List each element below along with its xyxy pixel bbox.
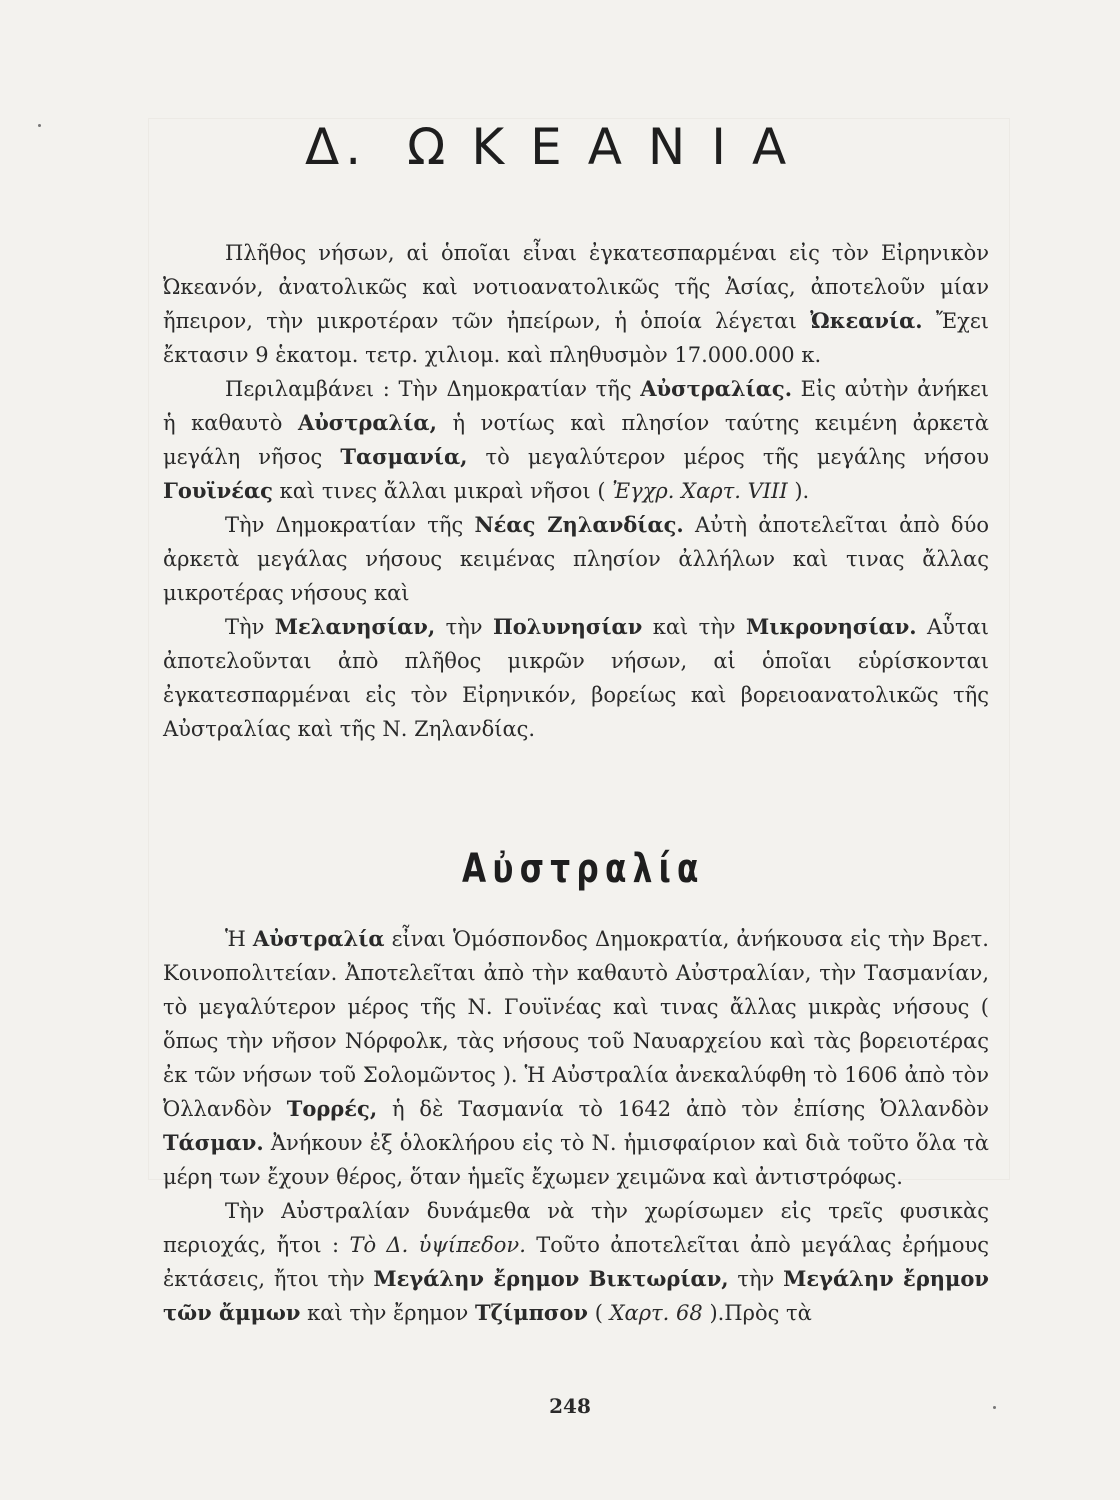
term-australia: Αὐστραλία, (297, 410, 437, 435)
text-run: καὶ τὴν ἔρημον (307, 1301, 469, 1325)
australia-section (163, 922, 989, 1330)
region-west-plateau: Τὸ Δ. ὑψίπεδον. (349, 1233, 526, 1257)
chapter-word: ΩΚΕΑΝΙΑ (407, 118, 813, 176)
speck (38, 124, 41, 127)
chapter-title (305, 118, 865, 176)
intro-paragraph-2 (163, 372, 989, 508)
text-run: ἡ νοτίως καὶ πλησίον ταύτης κειμένη ἀρκετὰ μεγάλη νῆσος (163, 411, 989, 469)
term-guinea: Γουϊνέας (163, 478, 273, 503)
map-reference: Ἐγχρ. Χαρτ. VIII (612, 479, 788, 503)
term-victoria-desert: Μεγάλην ἔρημον Βικτωρίαν, (373, 1266, 729, 1291)
text-run: Τὴν (225, 615, 265, 639)
page-number: 248 (549, 1394, 591, 1418)
term-polynesia: Πολυνησίαν (492, 614, 643, 639)
australia-paragraph-1 (163, 922, 989, 1194)
text-run: Περιλαμβάνει : Τὴν Δημοκρατίαν τῆς (225, 377, 632, 401)
text-run: ).Πρὸς τὰ (709, 1301, 812, 1325)
text-run: τὸ μεγαλύτερον μέρος τῆς μεγάλης νήσου (485, 445, 989, 469)
oceania-term: Ὠκεανία. (810, 308, 923, 333)
australia-paragraph-2 (163, 1194, 989, 1330)
speck (993, 1406, 996, 1409)
intro-paragraph-4 (163, 610, 989, 746)
section-title: Αὐστραλία (462, 846, 705, 892)
term-new-zealand: Νέας Ζηλανδίας. (474, 512, 684, 537)
text-run: Ἡ (225, 927, 246, 951)
text-run: Ἀνήκουν ἐξ ὁλοκλήρου εἰς τὸ Ν. ἡμισφαίριον καὶ διὰ τοῦτο ὅλα τὰ μέρη των ἔχουν θέρος, ὅταν ἡμεῖς ἔχωμεν χειμῶνα καὶ ἀντιστρόφως. (163, 1131, 989, 1189)
term-sandy-desert: Μεγάλην ἔρημον τῶν ἄμμων (163, 1266, 989, 1325)
map-reference: Χαρτ. 68 (609, 1301, 703, 1325)
text-run: Αὗται ἀποτελοῦνται ἀπὸ πλῆθος μικρῶν νήσων, αἱ ὁποῖαι εὑρίσκονται ἐγκατεσπαρμέναι εἰς τὸν Εἰρηνικόν, βορείως καὶ βορειοανατολικῶς τῆς Αὐστραλίας καὶ τῆς Ν. Ζηλανδίας. (163, 615, 989, 741)
text-run: Ἔχει ἔκτασιν 9 ἑκατομ. τετρ. χιλιομ. καὶ πληθυσμὸν 17.000.000 κ. (163, 309, 989, 367)
text-run: τὴν (445, 615, 483, 639)
intro-paragraph-1 (163, 236, 989, 372)
chapter-prefix: Δ. (305, 118, 368, 176)
text-run: Τὴν Αὐστραλίαν δυνάμεθα νὰ τὴν χωρίσωμεν εἰς τρεῖς φυσικὰς περιοχάς, ἤτοι : (163, 1199, 989, 1257)
intro-section (163, 236, 989, 746)
text-run: ). (794, 479, 810, 503)
text-run: Εἰς αὐτὴν ἀνήκει ἡ καθαυτὸ (163, 377, 989, 435)
term-tasmania: Τασμανία, (340, 444, 468, 469)
term-gibson: Τζίμπσον (474, 1300, 588, 1325)
term-melanesia: Μελανησίαν, (274, 614, 436, 639)
term-australia: Αὐστραλία (252, 926, 385, 951)
text-run: καὶ τινες ἄλλαι μικραὶ νῆσοι ( (279, 479, 606, 503)
text-run: Τὴν Δημοκρατίαν τῆς (225, 513, 464, 537)
term-australias: Αὐστραλίας. (640, 376, 793, 401)
text-run: ( (594, 1301, 603, 1325)
term-micronesia: Μικρονησίαν. (745, 614, 917, 639)
term-tasman: Τάσμαν. (163, 1130, 264, 1155)
term-torres: Τορρές, (286, 1096, 378, 1121)
text-run: Αὐτὴ ἀποτελεῖται ἀπὸ δύο ἀρκετὰ μεγάλας νήσους κειμένας πλησίον ἀλλήλων καὶ τινας ἄλλας μικροτέρας νήσους καὶ (163, 513, 989, 605)
text-run: καὶ τὴν (652, 615, 736, 639)
text-run: Πλῆθος νήσων, αἱ ὁποῖαι εἶναι ἐγκατεσπαρμέναι εἰς τὸν Εἰρηνικὸν Ὠκεανόν, ἀνατολικῶς καὶ νοτιοανατολικῶς τῆς Ἀσίας, ἀποτελοῦν μίαν ἤπειρον, τὴν μικροτέραν τῶν ἠπείρων, ἡ ὁποία λέγεται (163, 241, 989, 333)
text-run: Τοῦτο ἀποτελεῖται ἀπὸ μεγάλας ἐρήμους ἐκτάσεις, ἤτοι τὴν (163, 1233, 990, 1291)
intro-paragraph-3 (163, 508, 989, 610)
text-run: εἶναι Ὁμόσπονδος Δημοκρατία, ἀνήκουσα εἰς τὴν Βρετ. Κοινοπολιτείαν. Ἀποτελεῖται ἀπὸ τὴν καθαυτὸ Αὐστραλίαν, τὴν Τασμανίαν, τὸ μεγαλύτερον μέρος τῆς Ν. Γουϊνέας καὶ τινας ἄλλας μικρὰς νήσους ( ὅπως τὴν νῆσον Νόρφολκ, τὰς νήσους τοῦ Ναυαρχείου καὶ τὰς βορειοτέρας ἐκ τῶν νήσων τοῦ Σολομῶντος ). Ἡ Αὐστραλία ἀνεκαλύφθη τὸ 1606 ἀπὸ τὸν Ὀλλανδὸν (163, 927, 989, 1121)
text-run: τὴν (737, 1267, 775, 1291)
text-run: ἡ δὲ Τασμανία τὸ 1642 ἀπὸ τὸν ἐπίσης Ὀλλανδὸν (392, 1097, 989, 1121)
